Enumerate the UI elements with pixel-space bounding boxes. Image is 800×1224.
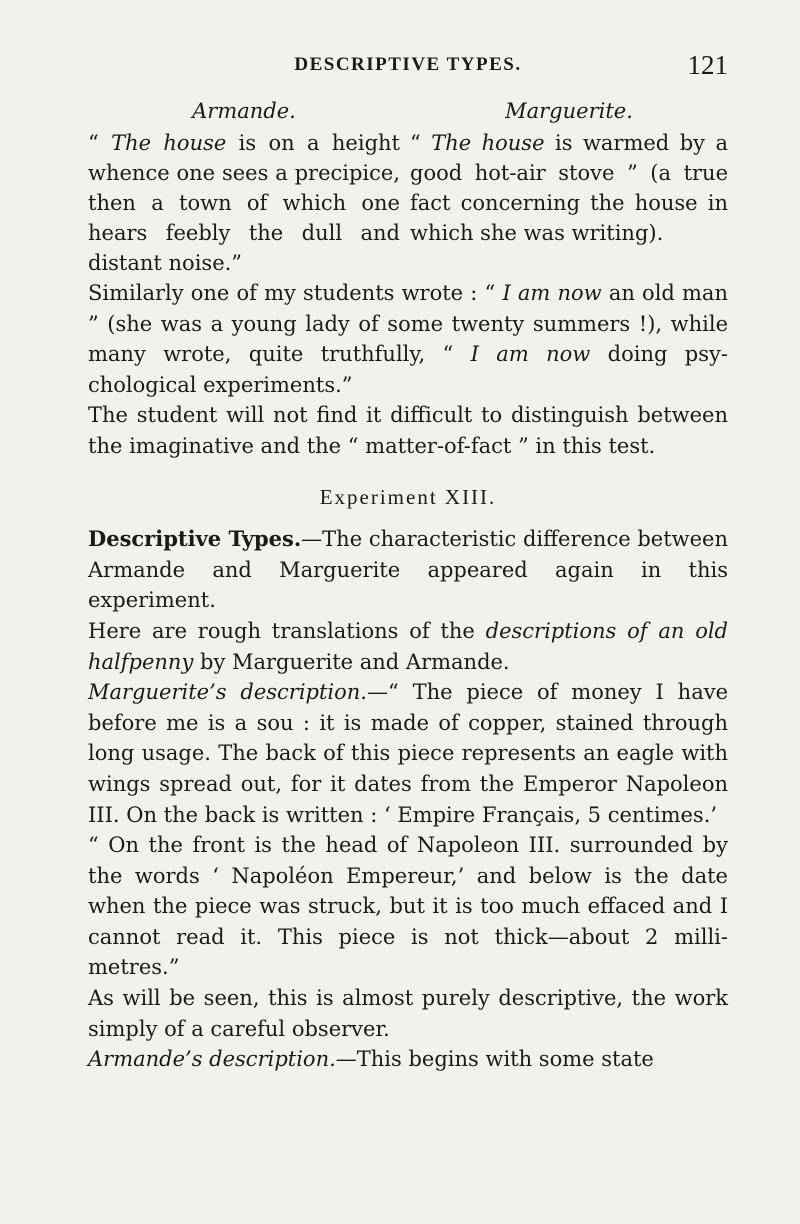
paragraph-student: The student will not find it difficult to distinguish between the imaginative and the “ matter-of-fact ” in this test. — [88, 403, 728, 458]
italic-lead: Marguerite’s description. — [88, 680, 367, 705]
column-heading-marguerite: Marguerite. — [505, 99, 633, 123]
paragraph-armande-description — [88, 1044, 728, 1075]
column-heading-armande: Armande. — [192, 99, 296, 123]
paragraph-descriptive-types — [88, 524, 728, 616]
italic-phrase: descriptions of an old halfpenny — [88, 618, 728, 674]
text-run: an old man ” (she was a young lady of some twenty summers !), while many wrote, quite truthfully, “ — [88, 281, 728, 367]
running-head — [88, 50, 728, 90]
italic-phrase: I am now — [470, 342, 591, 367]
paragraph-front-of-coin: “ On the front is the head of Napoleon III. surrounded by the words ‘ Napoléon Empereur,’ and below is the date when the piece was struck, but it is too much effaced and I cannot read it. This piece is not thick—about 2 millimetres.” — [88, 833, 728, 980]
paragraph-similarly — [88, 278, 728, 400]
column-armande — [88, 96, 400, 278]
italic-phrase: I am now — [502, 281, 602, 305]
italic-phrase: The house — [111, 131, 227, 155]
paragraph-marguerite-description — [88, 677, 728, 830]
column-text-rest: is warmed by a good hot-air stove ” (a true fact concerning the house in which she was writing). — [410, 131, 728, 245]
paragraph-translations — [88, 616, 728, 677]
section-heading: Experiment XIII. — [319, 484, 497, 509]
text-run: —The characteristic difference between Armande and Marguerite appeared again in this experiment. — [88, 527, 728, 613]
quote-open: “ — [88, 131, 112, 155]
italic-phrase: The house — [431, 131, 545, 155]
column-marguerite — [410, 96, 728, 278]
text-run: by Marguerite and Armande. — [193, 649, 510, 674]
text-run: Similarly one of my students wrote : “ — [88, 281, 503, 305]
running-title: DESCRIPTIVE TYPES. — [294, 54, 522, 75]
text-run: doing psychological experiments.” — [88, 342, 728, 397]
bold-lead: Descriptive Types. — [88, 526, 302, 552]
column-text-rest: is on a height whence one sees a precipice, then a town of which one hears feebly the dull and distant noise.” — [88, 131, 400, 275]
text-run: —“ The piece of money I have before me is a sou : it is made of copper, stained through long usage. The back of this piece represents an eagle with wings spread out, for it dates from the Emperor Napoleon III. On the back is written : ‘ Empire Français, 5 centimes.’ — [88, 680, 729, 827]
column-text-armande — [88, 128, 400, 278]
quote-open: “ — [410, 131, 432, 155]
comparison-columns — [88, 96, 728, 278]
text-run: Here are rough translations of the — [88, 618, 486, 643]
body-text — [88, 278, 728, 1075]
text-run: —This begins with some state — [335, 1047, 654, 1072]
book-page — [88, 50, 728, 1075]
column-text-marguerite — [410, 128, 728, 248]
italic-lead: Armande’s description. — [88, 1047, 336, 1072]
page-number: 121 — [687, 50, 728, 80]
paragraph-as-will-be-seen: As will be seen, this is almost purely descriptive, the work simply of a careful observer. — [88, 986, 728, 1041]
